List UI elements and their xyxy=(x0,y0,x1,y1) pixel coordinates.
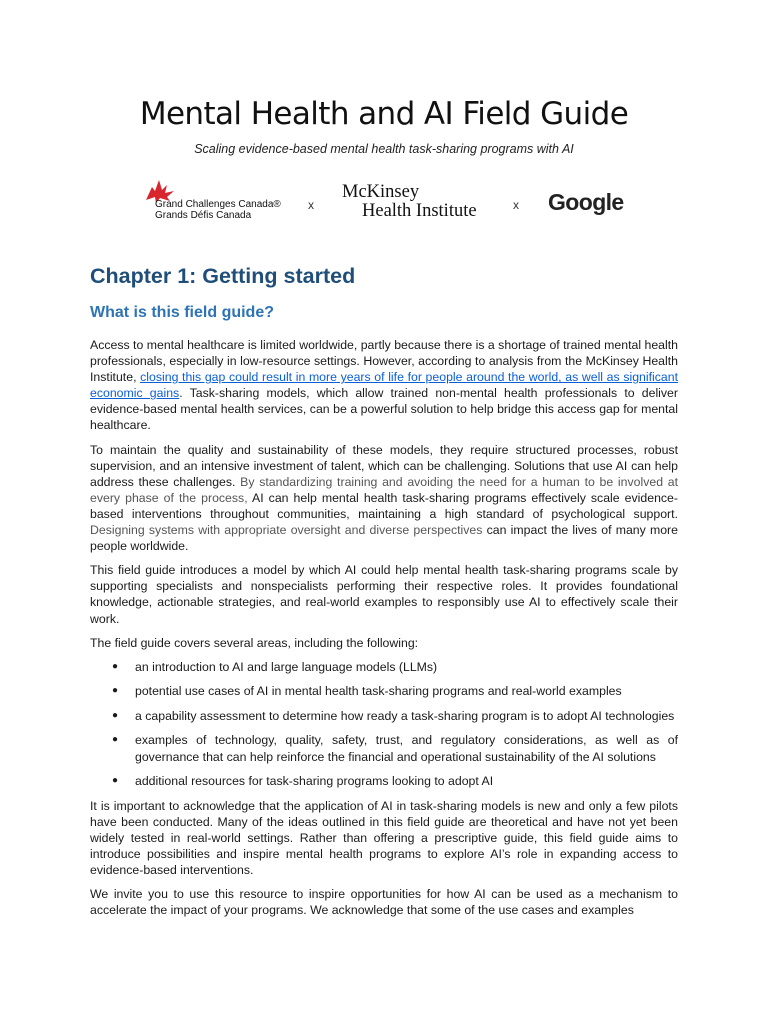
list-item-text: a capability assessment to determine how ready a task-sharing program is to adopt AI technologies xyxy=(135,708,675,723)
bullet-icon: ● xyxy=(112,734,119,746)
google-logo: Google xyxy=(548,189,624,215)
paragraph-text: Access to mental healthcare is limited worldwide, partly because there is a shortage of trained mental health professionals, especially in low-resource settings. However, according to analysis from the McKinsey Health Institute, xyxy=(90,338,678,385)
list-item-text: examples of technology, quality, safety, trust, and regulatory considerations, as well as of governance that can help reinforce the financial and operational sustainability of the AI solutions xyxy=(135,733,678,764)
paragraph-areas-intro: The field guide covers several areas, including the following: xyxy=(90,635,419,650)
paragraph-challenges xyxy=(90,442,678,555)
logo-separator: x xyxy=(513,198,519,212)
document-subtitle: Scaling evidence-based mental health task-sharing programs with AI xyxy=(194,142,574,156)
paragraph-text: By standardizing training and avoiding the need for a human to be involved at every phase of the process, xyxy=(90,474,678,505)
bullet-icon: ● xyxy=(112,660,119,672)
paragraph-text: To maintain the quality and sustainability of these models, they require structured processes, robust supervision, and an intensive investment of talent, which can be challenging. Solutions that use AI can help address these challenges. xyxy=(90,442,678,489)
paragraph-text: can impact the lives of many more people worldwide. xyxy=(90,523,678,554)
logo-separator: x xyxy=(308,198,314,212)
paragraph-invitation: We invite you to use this resource to inspire opportunities for how AI can be used as a mechanism to accelerate the impact of your programs. We acknowledge that some of the use cases and examples xyxy=(90,887,678,918)
paragraph-text: . Task-sharing models, which allow trained non-mental health professionals to deliver evidence-based mental health services, can be a powerful solution to help bridge this access gap for mental healthcare. xyxy=(90,386,678,433)
list-item xyxy=(90,708,678,724)
list-item xyxy=(90,683,678,699)
list-item xyxy=(90,732,678,764)
gcc-name-english: Grand Challenges Canada® xyxy=(155,199,281,210)
chapter-heading: Chapter 1: Getting started xyxy=(90,264,356,288)
document-body xyxy=(90,264,678,926)
bullet-icon: ● xyxy=(112,775,119,787)
mckinsey-analysis-link[interactable]: closing this gap could result in more years of life for people around the world, as well as significant economic gains xyxy=(90,370,678,401)
grand-challenges-canada-logo xyxy=(143,178,293,224)
gcc-name-french: Grands Défis Canada xyxy=(155,210,252,221)
mckinsey-wordmark-line2: Health Institute xyxy=(362,201,477,221)
paragraph-text: AI can help mental health task-sharing programs effectively scale evidence-based interventions throughout communities, maintaining a high standard of psychological support. xyxy=(90,490,678,521)
mckinsey-wordmark-line1: McKinsey xyxy=(342,182,420,202)
paragraph-intro xyxy=(90,337,678,434)
list-item-text: an introduction to AI and large language models (LLMs) xyxy=(135,659,438,674)
bullet-icon: ● xyxy=(112,709,119,721)
list-item xyxy=(90,773,678,789)
list-item-text: potential use cases of AI in mental health task-sharing programs and real-world examples xyxy=(135,684,622,699)
list-item xyxy=(90,659,678,675)
bullet-icon: ● xyxy=(112,685,119,697)
paragraph-text: Designing systems with appropriate oversight and diverse perspectives xyxy=(90,523,483,538)
document-title: Mental Health and AI Field Guide xyxy=(139,96,629,132)
areas-bullet-list xyxy=(90,659,678,790)
paragraph-model: This field guide introduces a model by which AI could help mental health task-sharing programs scale by supporting specialists and nonspecialists performing their respective roles. It provides foundational knowledge, actionable strategies, and real-world examples to responsibly use AI to effectively scale their work. xyxy=(90,563,678,626)
paragraph-acknowledgement: It is important to acknowledge that the application of AI in task-sharing models is new and only a few pilots have been conducted. Many of the ideas outlined in this field guide are theoretical and have not yet been widely tested in real-world settings. Rather than offering a prescriptive guide, this field guide aims to introduce possibilities and inspire mental health programs to explore AI’s role in expanding access to evidence-based interventions. xyxy=(90,798,678,878)
section-heading: What is this field guide? xyxy=(90,304,274,321)
list-item-text: additional resources for task-sharing programs looking to adopt AI xyxy=(135,774,494,789)
partner-logos xyxy=(0,176,768,230)
mckinsey-health-institute-logo xyxy=(340,182,490,226)
